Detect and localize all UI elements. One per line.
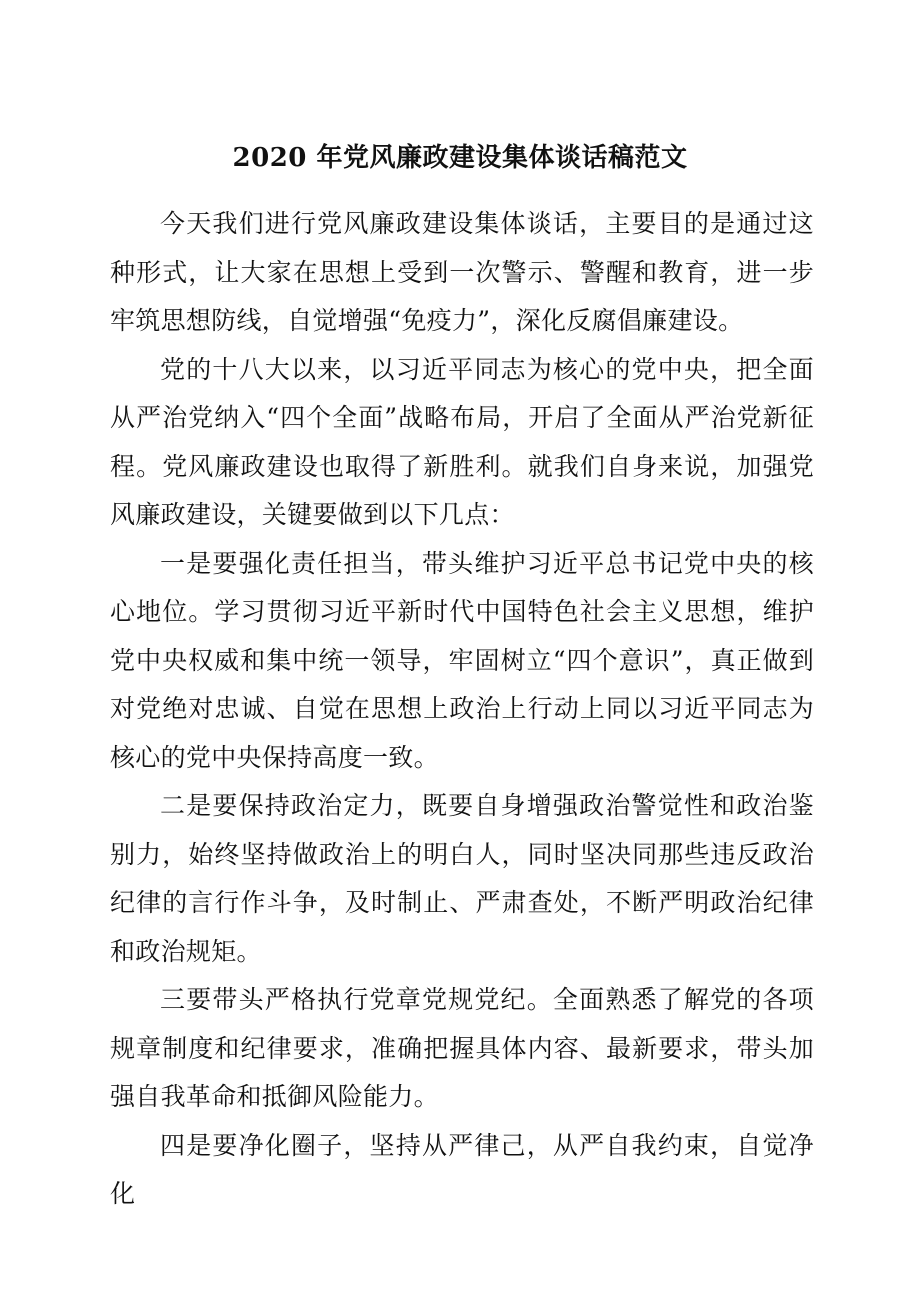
document-title: 2020 年党风廉政建设集体谈话稿范文 — [232, 143, 688, 173]
paragraph: 一是要强化责任担当，带头维护习近平总书记党中央的核心地位。学习贯彻习近平新时代中国特色社会主义思想，维护党中央权威和集中统一领导，牢固树立“四个意识”，真正做到对党绝对忠诚、自觉在思想上政治上行动上同以习近平同志为核心的党中央保持高度一致。 — [110, 548, 814, 772]
paragraph: 党的十八大以来，以习近平同志为核心的党中央，把全面从严治党纳入“四个全面”战略布局，开启了全面从严治党新征程。党风廉政建设也取得了新胜利。就我们自身来说，加强党风廉政建设，关键要做到以下几点： — [110, 354, 814, 529]
document-body — [110, 200, 814, 1219]
paragraph: 今天我们进行党风廉政建设集体谈话，主要目的是通过这种形式，让大家在思想上受到一次警示、警醒和教育，进一步牢筑思想防线，自觉增强“免疫力”，深化反腐倡廉建设。 — [110, 209, 814, 335]
paragraph: 三要带头严格执行党章党规党纪。全面熟悉了解党的各项规章制度和纪律要求，准确把握具体内容、最新要求，带头加强自我革命和抵御风险能力。 — [110, 985, 814, 1111]
paragraph: 二是要保持政治定力，既要自身增强政治警觉性和政治鉴别力，始终坚持做政治上的明白人，同时坚决同那些违反政治纪律的言行作斗争，及时制止、严肃查处，不断严明政治纪律和政治规矩。 — [110, 791, 814, 966]
paragraph: 四是要净化圈子，坚持从严律己，从严自我约束，自觉净化 — [110, 1130, 814, 1208]
